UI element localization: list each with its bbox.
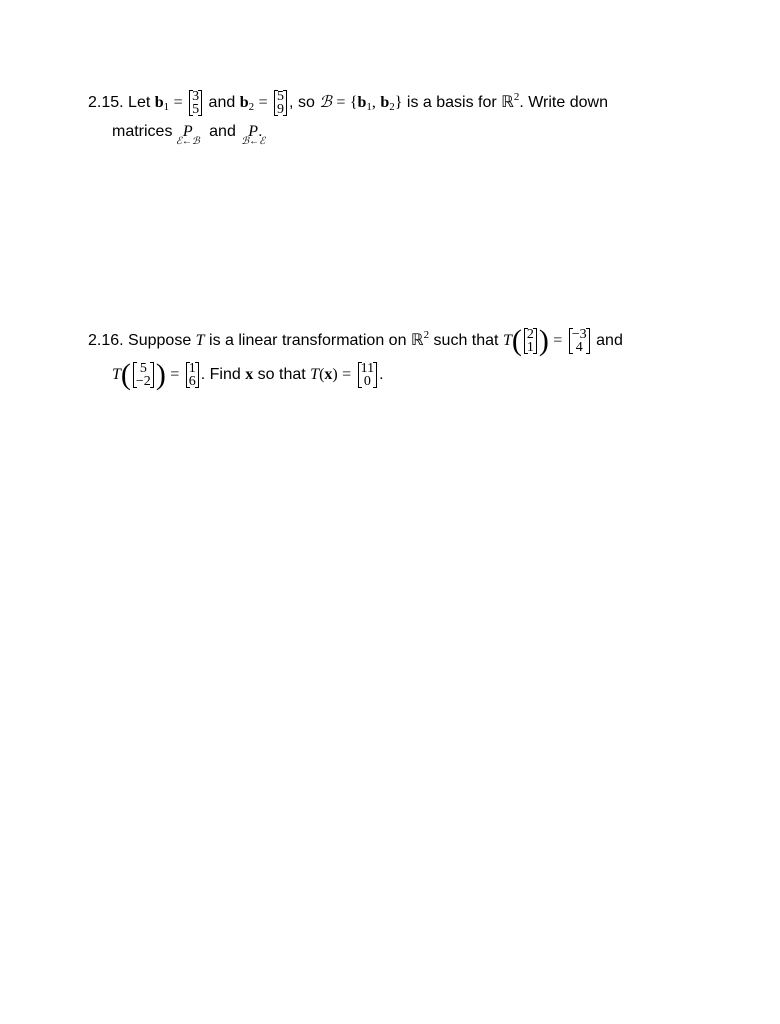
equals-sign: = bbox=[342, 366, 352, 384]
equals-sign: = bbox=[336, 94, 346, 112]
subscript: 2 bbox=[248, 101, 255, 114]
vector-entry: 3 bbox=[192, 89, 200, 104]
column-vector-output-3 bbox=[358, 362, 377, 388]
vector-entry: 5 bbox=[192, 102, 200, 117]
subscript: 2 bbox=[389, 101, 395, 114]
matrix-P-B-from-E bbox=[241, 122, 266, 147]
text-and: and bbox=[209, 123, 236, 140]
problem-2-15-line-2 bbox=[112, 122, 608, 147]
transformation-T: T bbox=[310, 366, 320, 384]
text-and: and bbox=[208, 94, 236, 112]
equals-sign: = bbox=[258, 94, 268, 112]
text-suppose: Suppose bbox=[128, 332, 192, 350]
problem-2-16-line-1 bbox=[88, 326, 623, 356]
column-vector-input-1 bbox=[524, 328, 537, 354]
transformation-T: T bbox=[502, 332, 512, 350]
text-matrices: matrices bbox=[112, 123, 173, 140]
problem-2-15 bbox=[88, 89, 608, 147]
change-of-basis-subscript: ℬ←ℰ bbox=[241, 136, 266, 147]
period: . bbox=[379, 366, 384, 384]
problem-number: 2.16. bbox=[88, 332, 124, 350]
paren-open: ( bbox=[511, 324, 522, 357]
subscript: 1 bbox=[163, 101, 170, 114]
vector-b: b bbox=[380, 94, 390, 112]
equals-sign: = bbox=[173, 94, 183, 112]
superscript: 2 bbox=[423, 329, 430, 342]
vector-entry: 5 bbox=[277, 89, 285, 104]
text-and: and bbox=[596, 332, 623, 350]
vector-entry: 1 bbox=[526, 340, 534, 355]
vector-entry: 1 bbox=[188, 361, 196, 376]
paren-open: ( bbox=[319, 366, 325, 384]
vector-entry: 2 bbox=[526, 327, 534, 342]
vector-entry: 5 bbox=[139, 361, 147, 376]
vector-entry: 6 bbox=[188, 374, 196, 389]
transformation-T: T bbox=[195, 332, 205, 350]
subscript: 1 bbox=[366, 101, 372, 114]
reals-symbol: ℝ bbox=[501, 94, 514, 112]
vector-b: b bbox=[357, 94, 367, 112]
matrix-P-E-from-B bbox=[175, 122, 200, 147]
matrix-P: P bbox=[248, 123, 259, 140]
column-vector-output-2 bbox=[186, 362, 199, 388]
vector-x: x bbox=[324, 366, 333, 384]
text-write-down: . Write down bbox=[519, 94, 608, 112]
problem-2-16-line-2 bbox=[112, 360, 623, 390]
vector-entry: 9 bbox=[277, 102, 285, 117]
problem-2-16 bbox=[88, 326, 623, 390]
text-such-that: such that bbox=[433, 332, 499, 350]
vector-entry: 4 bbox=[575, 340, 583, 355]
vector-b: b bbox=[239, 94, 249, 112]
text-so-that: so that bbox=[257, 366, 306, 384]
comma: , bbox=[371, 94, 376, 112]
text-basis: is a basis for bbox=[406, 94, 497, 112]
text-linear: is a linear transformation on bbox=[209, 332, 407, 350]
problem-number: 2.15. bbox=[88, 94, 124, 112]
vector-entry: −3 bbox=[571, 327, 587, 342]
period: . bbox=[258, 123, 263, 140]
paren-open: ( bbox=[120, 358, 131, 391]
paren-close: ) bbox=[538, 324, 549, 357]
vector-entry: 0 bbox=[363, 374, 371, 389]
vector-x: x bbox=[245, 366, 254, 384]
text-let: Let bbox=[128, 94, 151, 112]
vector-entry: −2 bbox=[135, 374, 151, 389]
equals-sign: = bbox=[553, 332, 563, 350]
column-vector-input-2 bbox=[133, 362, 154, 388]
paren-close: ) bbox=[155, 358, 166, 391]
column-vector-b2 bbox=[274, 90, 287, 116]
column-vector-output-1 bbox=[569, 328, 590, 354]
column-vector-b1 bbox=[189, 90, 202, 116]
set-brace-close: } bbox=[394, 94, 403, 112]
paren-close: ) bbox=[332, 366, 338, 384]
basis-symbol: ℬ bbox=[319, 94, 332, 112]
vector-entry: 11 bbox=[360, 361, 375, 376]
problem-2-15-line-1 bbox=[88, 90, 608, 116]
change-of-basis-subscript: ℰ←ℬ bbox=[175, 136, 200, 147]
reals-symbol: ℝ bbox=[410, 332, 424, 350]
superscript: 2 bbox=[513, 91, 520, 104]
equals-sign: = bbox=[170, 366, 180, 384]
transformation-T: T bbox=[112, 366, 121, 384]
vector-b: b bbox=[154, 94, 164, 112]
matrix-P: P bbox=[182, 123, 193, 140]
text-find: . Find bbox=[200, 366, 241, 384]
set-brace-open: { bbox=[349, 94, 358, 112]
text-so: , so bbox=[289, 94, 315, 112]
